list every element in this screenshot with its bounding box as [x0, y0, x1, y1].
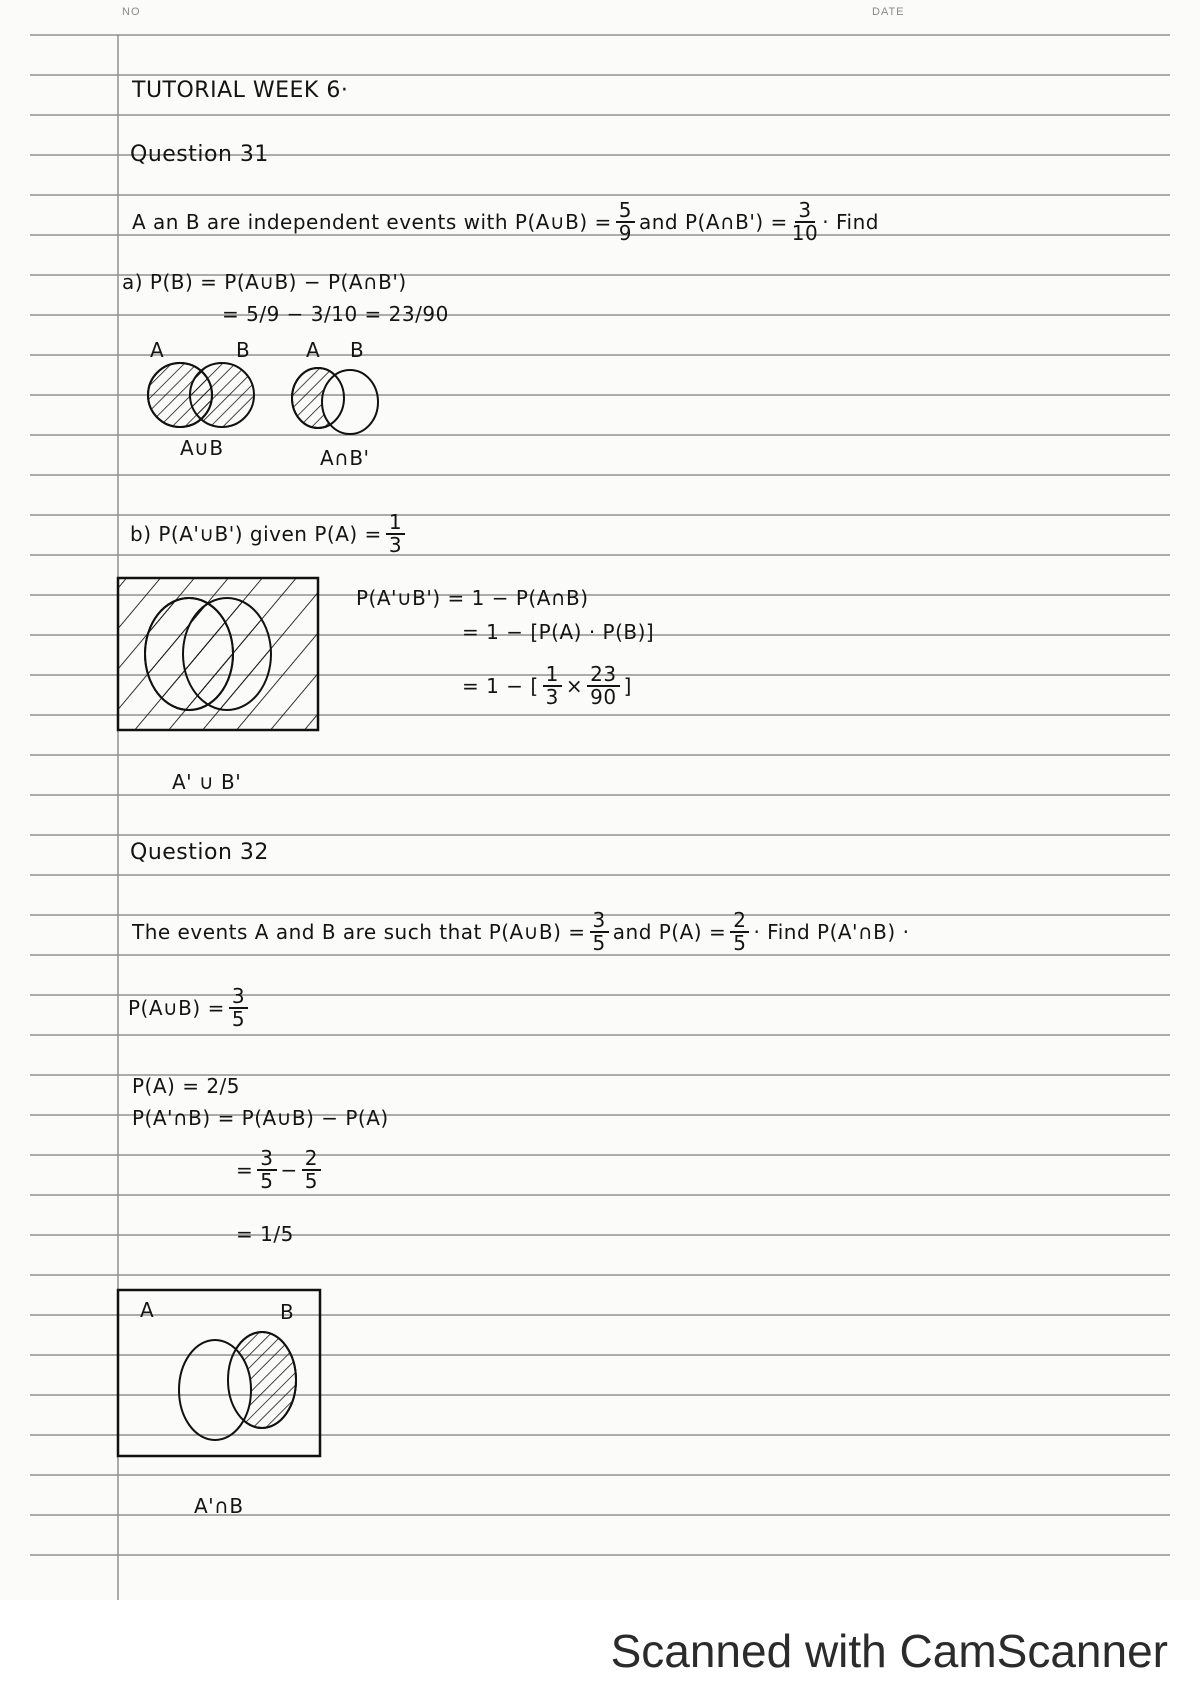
q32-fraction-1 [590, 910, 609, 954]
q32-line4-fraction-2 [302, 1148, 321, 1192]
q31-part-b [130, 512, 409, 556]
q32-frac2-num: 2 [730, 910, 749, 933]
q32-line1-start: P(A∪B) = [128, 996, 225, 1020]
q32-line4 [236, 1148, 325, 1192]
q32-line4-f2-den: 5 [304, 1169, 318, 1193]
q32-fraction-2 [730, 910, 749, 954]
venn2-label-a: A [306, 338, 321, 362]
q32-frac1-num: 3 [590, 910, 609, 933]
q31-prompt-mid: and P(A∩B') = [638, 210, 788, 234]
q31-fraction-1 [616, 200, 635, 244]
q31-frac2-num: 3 [795, 200, 814, 223]
q31-part-b-num: 1 [386, 512, 405, 535]
q31-calc-line3-end: ] [623, 674, 632, 698]
q32-prompt-start: The events A and B are such that P(A∪B) = [132, 920, 586, 944]
q31-heading: Question 31 [130, 142, 269, 167]
no-label: NO [122, 6, 141, 18]
q31-calc-line2: = 1 − [P(A) · P(B)] [462, 620, 655, 644]
venn1-caption: A∪B [180, 436, 224, 460]
date-label: DATE [872, 6, 905, 18]
q31-calc-line3 [462, 664, 632, 708]
q32-line5: = 1/5 [236, 1222, 294, 1246]
q31-prompt-end: · Find [822, 210, 879, 234]
q31-prompt [132, 200, 879, 244]
q32-line1-fraction [229, 986, 248, 1030]
q31-calc-fraction-2 [587, 664, 619, 708]
q31-fraction-2 [792, 200, 818, 244]
q32-line4-f2-num: 2 [302, 1148, 321, 1171]
q31-prompt-start: A an B are independent events with P(A∪B) = [132, 210, 612, 234]
q31-part-b-fraction [386, 512, 405, 556]
venn4-label-b: B [280, 1300, 295, 1324]
q32-line1-num: 3 [229, 986, 248, 1009]
scanner-footer [0, 1600, 1200, 1698]
q31-frac1-den: 9 [618, 221, 632, 245]
q31-frac1-num: 5 [616, 200, 635, 223]
q32-line2: P(A) = 2/5 [132, 1074, 241, 1098]
q31-calc-times: × [565, 674, 584, 698]
q32-line4-f1-num: 3 [257, 1148, 276, 1171]
q31-part-b-den: 3 [388, 533, 403, 557]
q31-calc-f2-num: 23 [587, 664, 619, 687]
q32-heading: Question 32 [130, 840, 269, 865]
q32-prompt-end: · Find P(A'∩B) · [753, 920, 910, 944]
q31-calc-line3-start: = 1 − [ [462, 674, 539, 698]
venn-complement-union-diagram [118, 578, 318, 730]
q31-part-a-line2: = 5/9 − 3/10 = 23/90 [222, 302, 449, 326]
camscanner-watermark: Scanned with CamScanner [610, 1625, 1168, 1677]
q31-calc-f1-num: 1 [543, 664, 562, 687]
q31-calc-f2-den: 90 [590, 685, 617, 709]
q32-line4-f1-den: 5 [260, 1169, 274, 1193]
venn-a-not-b-diagram [292, 368, 378, 434]
venn1-label-b: B [236, 338, 251, 362]
venn3-caption: A' ∪ B' [172, 770, 242, 794]
q32-line1-den: 5 [231, 1007, 246, 1031]
q32-line4-minus: − [280, 1158, 298, 1182]
q31-calc-line1: P(A'∪B') = 1 − P(A∩B) [356, 586, 589, 610]
venn2-caption: A∩B' [320, 446, 370, 470]
q32-frac2-den: 5 [733, 931, 747, 955]
venn4-caption: A'∩B [194, 1494, 244, 1518]
q32-line1 [128, 986, 252, 1030]
venn1-label-a: A [150, 338, 165, 362]
q31-part-a-line1: a) P(B) = P(A∪B) − P(A∩B') [122, 270, 407, 294]
q32-frac1-den: 5 [592, 931, 606, 955]
venn4-label-a: A [140, 1298, 155, 1322]
q32-line3: P(A'∩B) = P(A∪B) − P(A) [132, 1106, 389, 1130]
q32-prompt [132, 910, 909, 954]
q32-line4-eq: = [236, 1158, 254, 1182]
q31-part-b-start: b) P(A'∪B') given P(A) = [130, 522, 382, 546]
q31-calc-f1-den: 3 [545, 685, 559, 709]
q32-line4-fraction-1 [257, 1148, 276, 1192]
q31-frac2-den: 10 [791, 221, 819, 245]
venn-union-diagram [148, 363, 254, 427]
venn2-label-b: B [350, 338, 365, 362]
q32-prompt-mid: and P(A) = [612, 920, 727, 944]
q31-calc-fraction-1 [543, 664, 562, 708]
page-title: TUTORIAL WEEK 6· [132, 78, 349, 103]
